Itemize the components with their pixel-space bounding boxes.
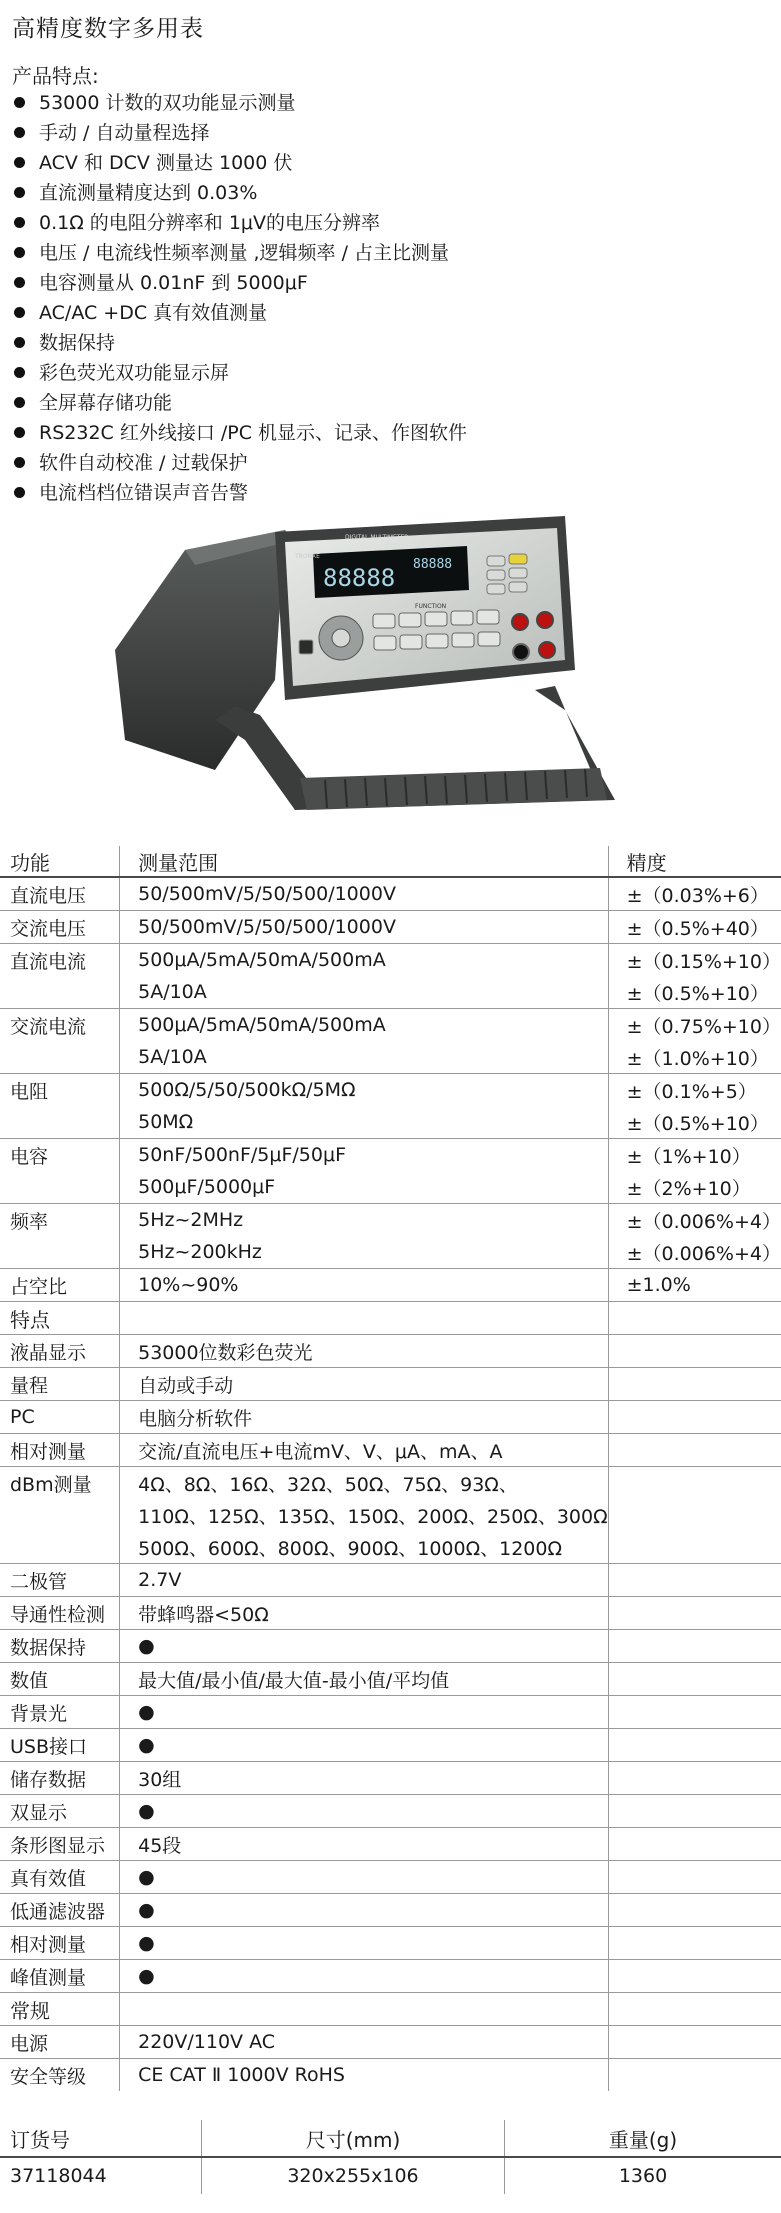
page-title: 高精度数字多用表 (12, 16, 204, 42)
spec-row (0, 1074, 781, 1107)
order-header-row (0, 2120, 781, 2157)
spec-cell-name: 峰值测量 (0, 1960, 120, 1993)
spec-cell-name: 交流电压 (0, 911, 120, 944)
order-number: 37118044 (10, 2165, 107, 2187)
spec-cell-extra (608, 1597, 781, 1630)
spec-cell-value: 30组 (120, 1762, 609, 1795)
input-jack-red (512, 614, 528, 630)
spec-cell-extra: ±（0.006%+4） (608, 1236, 781, 1269)
input-jack-black (513, 644, 529, 660)
spec-cell-extra (608, 1630, 781, 1663)
spec-cell-extra: ±（0.03%+6） (608, 877, 781, 911)
spec-cell-value: 5Hz~200kHz (120, 1236, 609, 1269)
spec-cell-value: 5Hz~2MHz (120, 1204, 609, 1237)
spec-cell-name: 双显示 (0, 1795, 120, 1828)
spec-row (0, 1236, 781, 1269)
bullet-icon (14, 427, 25, 438)
spec-cell-extra (608, 1467, 781, 1500)
spec-header-row (0, 846, 781, 877)
spec-row (0, 1269, 781, 1302)
bullet-icon (14, 397, 25, 408)
feature-text: AC/AC +DC 真有效值测量 (39, 302, 268, 324)
spec-cell-name: USB接口 (0, 1729, 120, 1762)
spec-cell-name (0, 1236, 120, 1269)
spec-header-range: 测量范围 (120, 846, 609, 877)
spec-cell-name: 占空比 (0, 1269, 120, 1302)
spec-cell-extra (608, 2059, 781, 2092)
spec-cell-value: 500Ω/5/50/500kΩ/5MΩ (120, 1074, 609, 1107)
feature-text: 软件自动校准 / 过载保护 (39, 452, 248, 474)
feature-item (12, 448, 467, 478)
spec-cell-name: 低通滤波器 (0, 1894, 120, 1927)
spec-cell-extra (608, 1696, 781, 1729)
feature-item (12, 358, 467, 388)
spec-cell-extra (608, 1368, 781, 1401)
spec-cell-extra: ±（0.006%+4） (608, 1204, 781, 1237)
feature-row (0, 1927, 781, 1960)
spec-cell-name: 交流电流 (0, 1009, 120, 1042)
spec-cell-extra: ±（0.5%+10） (608, 976, 781, 1009)
feature-item (12, 238, 467, 268)
bullet-icon (14, 217, 25, 228)
spec-cell-value: ● (120, 1795, 609, 1828)
spec-cell-extra (608, 2026, 781, 2059)
spec-cell-extra (608, 1499, 781, 1531)
feature-item (12, 118, 467, 148)
feature-row (0, 1368, 781, 1401)
spec-cell-value: 53000位数彩色荧光 (120, 1335, 609, 1368)
spec-cell-value: 最大值/最小值/最大值-最小值/平均值 (120, 1663, 609, 1696)
feature-row (0, 1597, 781, 1630)
spec-cell-extra (608, 1828, 781, 1861)
bullet-icon (14, 97, 25, 108)
order-header-number: 订货号 (0, 2120, 202, 2157)
spec-cell-extra (608, 1795, 781, 1828)
spec-cell-value: 500Ω、600Ω、800Ω、900Ω、1000Ω、1200Ω (120, 1531, 609, 1564)
feature-text: 电压 / 电流线性频率测量 ,逻辑频率 / 占主比测量 (39, 242, 450, 264)
spec-cell-extra: ±（0.5%+10） (608, 1106, 781, 1139)
features-list (12, 88, 467, 508)
feature-item (12, 388, 467, 418)
input-jack-red (537, 612, 553, 628)
feature-row (0, 1861, 781, 1894)
spec-header-function: 功能 (0, 846, 120, 877)
feature-item (12, 148, 467, 178)
spec-cell-name (0, 1531, 120, 1564)
feature-row (0, 1795, 781, 1828)
spec-cell-value: 50/500mV/5/50/500/1000V (120, 911, 609, 944)
spec-cell-extra (608, 1564, 781, 1597)
spec-cell-name: 背景光 (0, 1696, 120, 1729)
features-heading: 产品特点: (12, 64, 99, 88)
multimeter-product-image (95, 510, 675, 830)
spec-cell-name: 相对测量 (0, 1434, 120, 1467)
spec-row (0, 976, 781, 1009)
order-table (0, 2120, 781, 2194)
bullet-icon (14, 187, 25, 198)
spec-cell-name: 数据保持 (0, 1630, 120, 1663)
brand-label: TRONXE (295, 553, 320, 560)
spec-cell-extra: ±（2%+10） (608, 1171, 781, 1204)
feature-row (0, 1564, 781, 1597)
order-row (0, 2157, 781, 2194)
spec-cell-value: ● (120, 1696, 609, 1729)
feature-row (0, 1762, 781, 1795)
feature-row (0, 1960, 781, 1993)
spec-cell-name: 相对测量 (0, 1927, 120, 1960)
feature-row (0, 1729, 781, 1762)
panel-button (509, 554, 527, 564)
spec-row (0, 944, 781, 977)
panel-button (509, 582, 527, 592)
bullet-icon (14, 247, 25, 258)
spec-cell-value: 50MΩ (120, 1106, 609, 1139)
feature-item (12, 268, 467, 298)
spec-cell-name: 特点 (0, 1302, 120, 1335)
spec-row (0, 1171, 781, 1204)
section-header-features (0, 1302, 781, 1335)
spec-cell-value: 110Ω、125Ω、135Ω、150Ω、200Ω、250Ω、300Ω (120, 1499, 609, 1531)
main-display-digits: 88888 (323, 564, 396, 592)
order-weight: 1360 (505, 2157, 781, 2194)
spec-cell-value: 5A/10A (120, 976, 609, 1009)
feature-text: 数据保持 (39, 332, 116, 354)
bullet-icon (14, 487, 25, 498)
spec-cell-extra (608, 1729, 781, 1762)
general-row (0, 2059, 781, 2092)
spec-table (0, 846, 781, 2091)
spec-cell-name: 储存数据 (0, 1762, 120, 1795)
feature-text: 彩色荧光双功能显示屏 (39, 362, 230, 384)
spec-cell-name (0, 1041, 120, 1074)
feature-item (12, 328, 467, 358)
spec-cell-value: ● (120, 1960, 609, 1993)
feature-row (0, 1467, 781, 1500)
spec-cell-name: 频率 (0, 1204, 120, 1237)
spec-cell-value: 带蜂鸣器<50Ω (120, 1597, 609, 1630)
feature-text: 53000 计数的双功能显示测量 (39, 92, 296, 114)
bullet-icon (14, 127, 25, 138)
feature-item (12, 418, 467, 448)
spec-cell-name: 条形图显示 (0, 1828, 120, 1861)
feature-row (0, 1401, 781, 1434)
spec-cell-name: 二极管 (0, 1564, 120, 1597)
spec-cell-value: 交流/直流电压+电流mV、V、μA、mA、A (120, 1434, 609, 1467)
spec-cell-value: 500μA/5mA/50mA/500mA (120, 944, 609, 977)
feature-row (0, 1531, 781, 1564)
spec-cell-value: 45段 (120, 1828, 609, 1861)
spec-cell-name: 导通性检测 (0, 1597, 120, 1630)
feature-row (0, 1630, 781, 1663)
feature-text: 0.1Ω 的电阻分辨率和 1μV的电压分辨率 (39, 212, 380, 234)
feature-text: 电流档档位错误声音告警 (39, 482, 249, 504)
panel-button (509, 568, 527, 578)
spec-row (0, 1041, 781, 1074)
spec-cell-value: ● (120, 1729, 609, 1762)
order-header-size: 尺寸(mm) (202, 2120, 505, 2157)
function-label: FUNCTION (415, 603, 447, 610)
sub-display-digits: 88888 (413, 557, 453, 572)
bullet-icon (14, 157, 25, 168)
feature-item (12, 208, 467, 238)
feature-text: RS232C 红外线接口 /PC 机显示、记录、作图软件 (39, 422, 468, 444)
order-size: 320x255x106 (202, 2157, 505, 2194)
spec-cell-value: ● (120, 1927, 609, 1960)
bullet-icon (14, 277, 25, 288)
spec-cell-value: 5A/10A (120, 1041, 609, 1074)
feature-row (0, 1663, 781, 1696)
spec-cell-name: dBm测量 (0, 1467, 120, 1500)
panel-button (487, 570, 505, 580)
spec-cell-name: 直流电压 (10, 884, 87, 907)
spec-cell-extra (608, 1762, 781, 1795)
spec-cell-value: ● (120, 1861, 609, 1894)
feature-row (0, 1434, 781, 1467)
feature-text: 电容测量从 0.01nF 到 5000μF (39, 272, 308, 294)
spec-cell-extra: ±（0.15%+10） (608, 944, 781, 977)
spec-cell-value: 220V/110V AC (120, 2026, 609, 2059)
spec-cell-value: 50nF/500nF/5μF/50μF (120, 1139, 609, 1172)
feature-item (12, 178, 467, 208)
spec-cell-value: CE CAT Ⅱ 1000V RoHS (120, 2059, 609, 2092)
spec-cell-extra (608, 1663, 781, 1696)
section-header-general (0, 1993, 781, 2026)
spec-row (0, 1204, 781, 1237)
spec-cell-value: ● (120, 1894, 609, 1927)
spec-cell-name: 液晶显示 (0, 1335, 120, 1368)
spec-cell-extra: ±（0.5%+40） (608, 911, 781, 944)
spec-cell-name: 电源 (0, 2026, 120, 2059)
spec-cell-extra (608, 1434, 781, 1467)
spec-cell-value: ● (120, 1630, 609, 1663)
spec-cell-value: 50/500mV/5/50/500/1000V (120, 877, 609, 911)
bullet-icon (14, 367, 25, 378)
spec-cell-name (0, 1106, 120, 1139)
spec-header-accuracy: 精度 (608, 846, 781, 877)
feature-item (12, 88, 467, 118)
spec-row (0, 1106, 781, 1139)
spec-cell-value (120, 1302, 609, 1335)
spec-cell-extra (608, 1927, 781, 1960)
bullet-icon (14, 307, 25, 318)
spec-row (0, 1139, 781, 1172)
spec-cell-name (0, 1171, 120, 1204)
spec-row (0, 911, 781, 944)
bullet-icon (14, 337, 25, 348)
spec-cell-name: 直流电流 (0, 944, 120, 977)
spec-cell-extra (608, 1861, 781, 1894)
spec-cell-name: 数值 (0, 1663, 120, 1696)
general-row (0, 2026, 781, 2059)
spec-cell-extra (608, 1335, 781, 1368)
spec-cell-value: 500μA/5mA/50mA/500mA (120, 1009, 609, 1042)
spec-cell-value: 2.7V (120, 1564, 609, 1597)
spec-cell-extra (608, 1401, 781, 1434)
spec-cell-name (0, 1499, 120, 1531)
spec-cell-extra: ±（1%+10） (608, 1139, 781, 1172)
spec-cell-name: 电容 (0, 1139, 120, 1172)
spec-row (0, 877, 781, 911)
feature-text: 直流测量精度达到 0.03% (39, 182, 258, 204)
order-header-weight: 重量(g) (505, 2120, 781, 2157)
feature-item (12, 298, 467, 328)
spec-cell-value: 500μF/5000μF (120, 1171, 609, 1204)
feature-text: 手动 / 自动量程选择 (39, 122, 210, 144)
feature-row (0, 1335, 781, 1368)
spec-cell-extra (608, 1531, 781, 1564)
spec-row (0, 1009, 781, 1042)
input-jack-red (539, 642, 555, 658)
spec-cell-value: 自动或手动 (120, 1368, 609, 1401)
panel-button (487, 584, 505, 594)
feature-text: ACV 和 DCV 测量达 1000 伏 (39, 152, 293, 174)
feature-row (0, 1499, 781, 1531)
spec-cell-extra (608, 1302, 781, 1335)
bullet-icon (14, 457, 25, 468)
feature-row (0, 1696, 781, 1729)
spec-cell-extra (608, 1993, 781, 2026)
spec-cell-extra (608, 1894, 781, 1927)
spec-cell-name: 真有效值 (0, 1861, 120, 1894)
spec-cell-extra: ±1.0% (608, 1269, 781, 1302)
spec-cell-extra: ±（1.0%+10） (608, 1041, 781, 1074)
spec-cell-value (120, 1993, 609, 2026)
power-button (299, 640, 313, 654)
feature-row (0, 1828, 781, 1861)
navigation-center-button (332, 629, 350, 647)
feature-item (12, 478, 467, 508)
spec-cell-value: 4Ω、8Ω、16Ω、32Ω、50Ω、75Ω、93Ω、 (120, 1467, 609, 1500)
spec-cell-name: 电阻 (0, 1074, 120, 1107)
spec-cell-extra (608, 1960, 781, 1993)
spec-cell-extra: ±（0.75%+10） (608, 1009, 781, 1042)
spec-cell-name: 量程 (0, 1368, 120, 1401)
spec-cell-extra: ±（0.1%+5） (608, 1074, 781, 1107)
spec-cell-value: 10%~90% (120, 1269, 609, 1302)
panel-button (487, 556, 505, 566)
spec-cell-value: 电脑分析软件 (120, 1401, 609, 1434)
spec-cell-name (0, 976, 120, 1009)
spec-cell-name: 常规 (0, 1993, 120, 2026)
feature-row (0, 1894, 781, 1927)
feature-text: 全屏幕存储功能 (39, 392, 173, 414)
spec-cell-name: PC (0, 1401, 120, 1434)
model-label: DIGITAL MULTIMETER (345, 534, 409, 541)
spec-cell-name: 安全等级 (0, 2059, 120, 2092)
